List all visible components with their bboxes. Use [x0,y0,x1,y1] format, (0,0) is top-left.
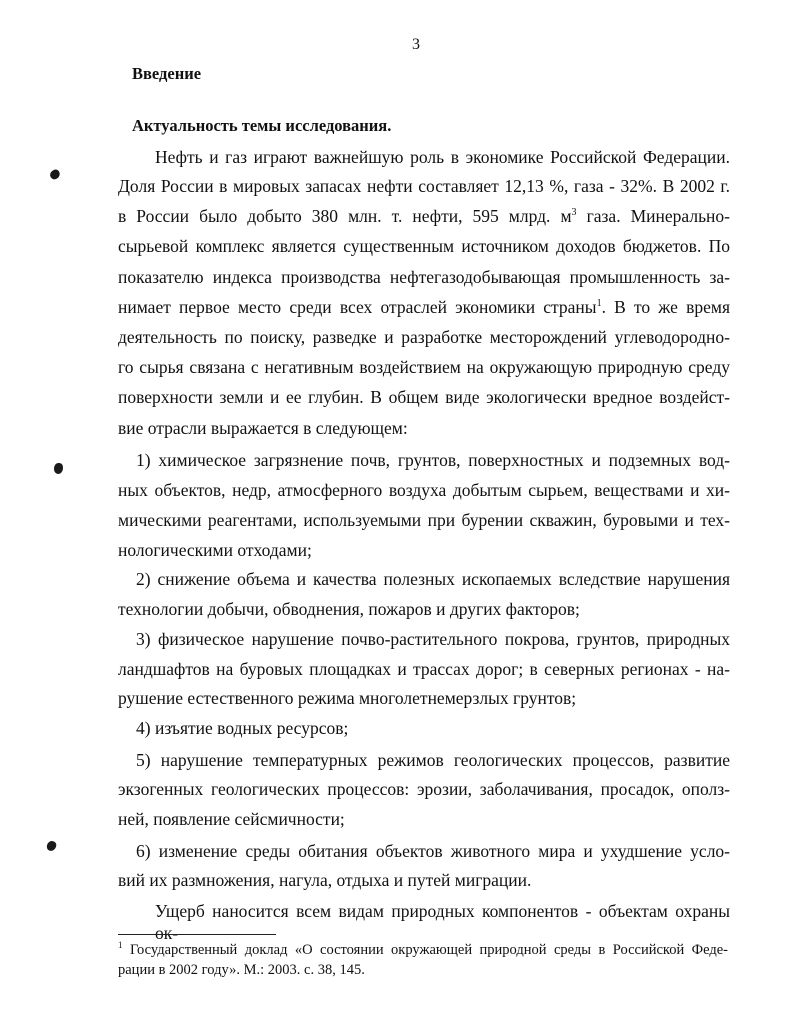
body-line: 1) химическое загрязнение почв, грунтов, поверхностных и подземных вод- [136,450,730,470]
footnote-ref: 1 [596,298,602,309]
scan-mark [54,463,63,474]
body-line: го сырья связана с негативным воздействием на окружающую природную среду [118,357,730,377]
scan-mark [48,168,61,181]
footnote-line [118,941,728,959]
body-line: технологии добычи, обводнения, пожаров и других факторов; [118,599,580,619]
footnote-rule [118,934,276,935]
text-segment: газа. Минерально- [576,206,730,226]
body-line: ландшафтов на буровых площадках и трассах дорог; в северных регионах - на- [118,659,730,679]
body-line [118,296,730,318]
body-line: сырьевой комплекс является существенным источником доходов бюджетов. По [118,236,730,256]
footnote-text: Государственный доклад «О состоянии окружающей природной среды в Российской Феде- [122,942,728,958]
body-line: 2) снижение объема и качества полезных ископаемых вследствие нарушения [136,569,730,589]
body-line: мическими реагентами, используемыми при бурении скважин, буровыми и тех- [118,510,730,530]
superscript: 3 [571,207,577,218]
body-line: Доля России в мировых запасах нефти составляет 12,13 %, газа - 32%. В 2002 г. [118,176,730,196]
heading-intro: Введение [132,64,202,83]
body-line: нологическими отходами; [118,540,312,560]
body-line: 5) нарушение температурных режимов геологических процессов, развитие [136,750,730,770]
body-line: показателю индекса производства нефтегазодобывающая промышленность за- [118,267,730,287]
body-line: Ущерб наносится всем видам природных компонентов - объектам охраны ок- [155,901,730,943]
text-segment: . В то же время [601,297,730,317]
heading-relevance: Актуальность темы исследования. [132,116,392,135]
body-line [118,205,730,227]
body-line: деятельность по поиску, разведке и разработке месторождений углеводородно- [118,327,730,347]
body-line: ней, появление сейсмичности; [118,809,345,829]
text-segment: в России было добыто 380 млн. т. нефти, 595 млрд. м [118,206,572,226]
page-number: 3 [412,36,420,53]
footnote-marker: 1 [118,940,123,950]
body-line: вие отрасли выражается в следующем: [118,418,408,438]
body-line: рушение естественного режима многолетнемерзлых грунтов; [118,688,577,708]
footnote-line: рации в 2002 году». М.: 2003. с. 38, 145. [118,962,365,978]
body-line: Нефть и газ играют важнейшую роль в экономике Российской Федерации. [155,147,730,167]
body-line: ных объектов, недр, атмосферного воздуха добытым сырьем, веществами и хи- [118,480,730,500]
body-line: 3) физическое нарушение почво-растительного покрова, грунтов, природных [136,629,730,649]
body-line: вий их размножения, нагула, отдыха и путей миграции. [118,870,532,890]
text-segment: нимает первое место среди всех отраслей экономики страны [118,297,597,317]
body-line: 6) изменение среды обитания объектов животного мира и ухудшение усло- [136,841,730,861]
body-line: поверхности земли и ее глубин. В общем виде экологически вредное воздейст- [118,387,730,407]
body-line: 4) изъятие водных ресурсов; [136,718,349,738]
body-line: экзогенных геологических процессов: эрозии, заболачивания, просадок, ополз- [118,779,730,799]
scan-mark [46,840,58,852]
